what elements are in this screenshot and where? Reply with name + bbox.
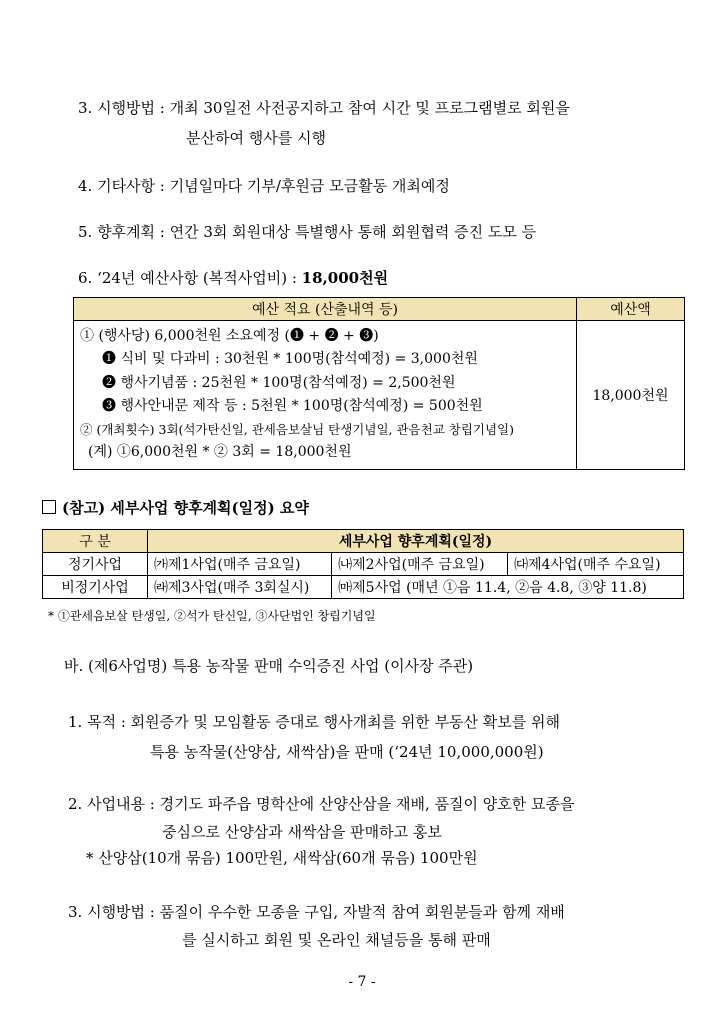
plan-row-label: 정기사업 (43, 553, 148, 576)
sec6-heading (78, 268, 388, 288)
plan-cell: ㈎제1사업(매주 금요일) (148, 553, 332, 576)
budget-header-desc: 예산 적요 (산출내역 등) (74, 298, 577, 321)
sec6-label: 6. ‘24년 예산사항 (복적사업비) : (78, 269, 302, 287)
plan-header-schedule: 세부사업 향후계획(일정) (148, 530, 684, 553)
page-number: - 7 - (348, 974, 376, 990)
budget-row: ❸ 행사안내문 제작 등 : 5천원 * 100명(참석예정) = 500천원 (102, 397, 483, 414)
plan-row-label: 비정기사업 (43, 576, 148, 599)
section-ba-title: 바. (제6사업명) 특용 농작물 판매 수익증진 사업 (이사장 주관) (64, 657, 474, 675)
budget-header-amount: 예산액 (577, 298, 685, 321)
sec3-line1: 3. 시행방법 : 개최 30일전 사전공지하고 참여 시간 및 프로그램별로 회원을 (78, 99, 570, 117)
budget-desc-cell (74, 321, 577, 470)
ba2-line1: 2. 사업내용 : 경기도 파주읍 명학산에 산양산삼을 재배, 품질이 양호한 묘종을 (68, 795, 575, 813)
ref-title: (참고) 세부사업 향후계획(일정) 요약 (62, 499, 309, 517)
plan-cell: ㈒제5사업 (매년 ①음 11.4, ②음 4.8, ③양 11.8) (332, 576, 684, 599)
budget-table (73, 297, 685, 470)
budget-row: ❷ 행사기념품 : 25천원 * 100명(참석예정) = 2,500천원 (102, 374, 456, 391)
ref-heading (42, 498, 309, 518)
ba1-line1: 1. 목적 : 회원증가 및 모임활동 증대로 행사개최를 위한 부동산 확보를 위해 (68, 713, 561, 731)
plan-header-category: 구 분 (43, 530, 148, 553)
ba2-line2: 중심으로 산양삼과 새싹삼을 판매하고 홍보 (162, 823, 442, 841)
checkbox-square-icon (42, 500, 56, 514)
ba3-line2: 를 실시하고 회원 및 온라인 채널등을 통해 판매 (182, 931, 491, 949)
plan-cell: ㈑제3사업(매주 3회실시) (148, 576, 332, 599)
plan-cell: ㈏제2사업(매주 금요일) (332, 553, 508, 576)
budget-row: ❶ 식비 및 다과비 : 30천원 * 100명(참석예정) = 3,000천원 (102, 351, 478, 368)
ba3-line1: 3. 시행방법 : 품질이 우수한 모종을 구입, 자발적 참여 회원분들과 함께 재배 (68, 903, 565, 921)
sec3-line2: 분산하여 행사를 시행 (186, 129, 326, 147)
footnote: * ①관세음보살 탄생일, ②석가 탄신일, ③사단법인 창립기념일 (48, 609, 376, 623)
ba1-line2: 특용 농작물(산양삼, 새싹삼)을 판매 (‘24년 10,000,000원) (150, 743, 544, 761)
plan-cell: ㈐제4사업(매주 수요일) (508, 553, 684, 576)
plan-table (42, 529, 684, 599)
budget-amount-cell: 18,000천원 (577, 321, 685, 470)
sec5-text: 5. 향후계획 : 연간 3회 회원대상 특별행사 통해 회원협력 증진 도모 등 (78, 223, 537, 241)
budget-row: (계) ①6,000천원 * ② 3회 = 18,000천원 (88, 444, 352, 461)
budget-row: ② (개최횟수) 3회(석가탄신일, 관세음보살님 탄생기념일, 관음천교 창립기념일) (80, 422, 514, 438)
sec4-text: 4. 기타사항 : 기념일마다 기부/후원금 모금활동 개최예정 (78, 177, 450, 195)
ba2-note: * 산양삼(10개 묶음) 100만원, 새싹삼(60개 묶음) 100만원 (86, 849, 478, 867)
budget-row: ① (행사당) 6,000천원 소요예정 (❶ + ❷ + ❸) (80, 328, 379, 344)
sec6-amount: 18,000천원 (301, 269, 389, 287)
